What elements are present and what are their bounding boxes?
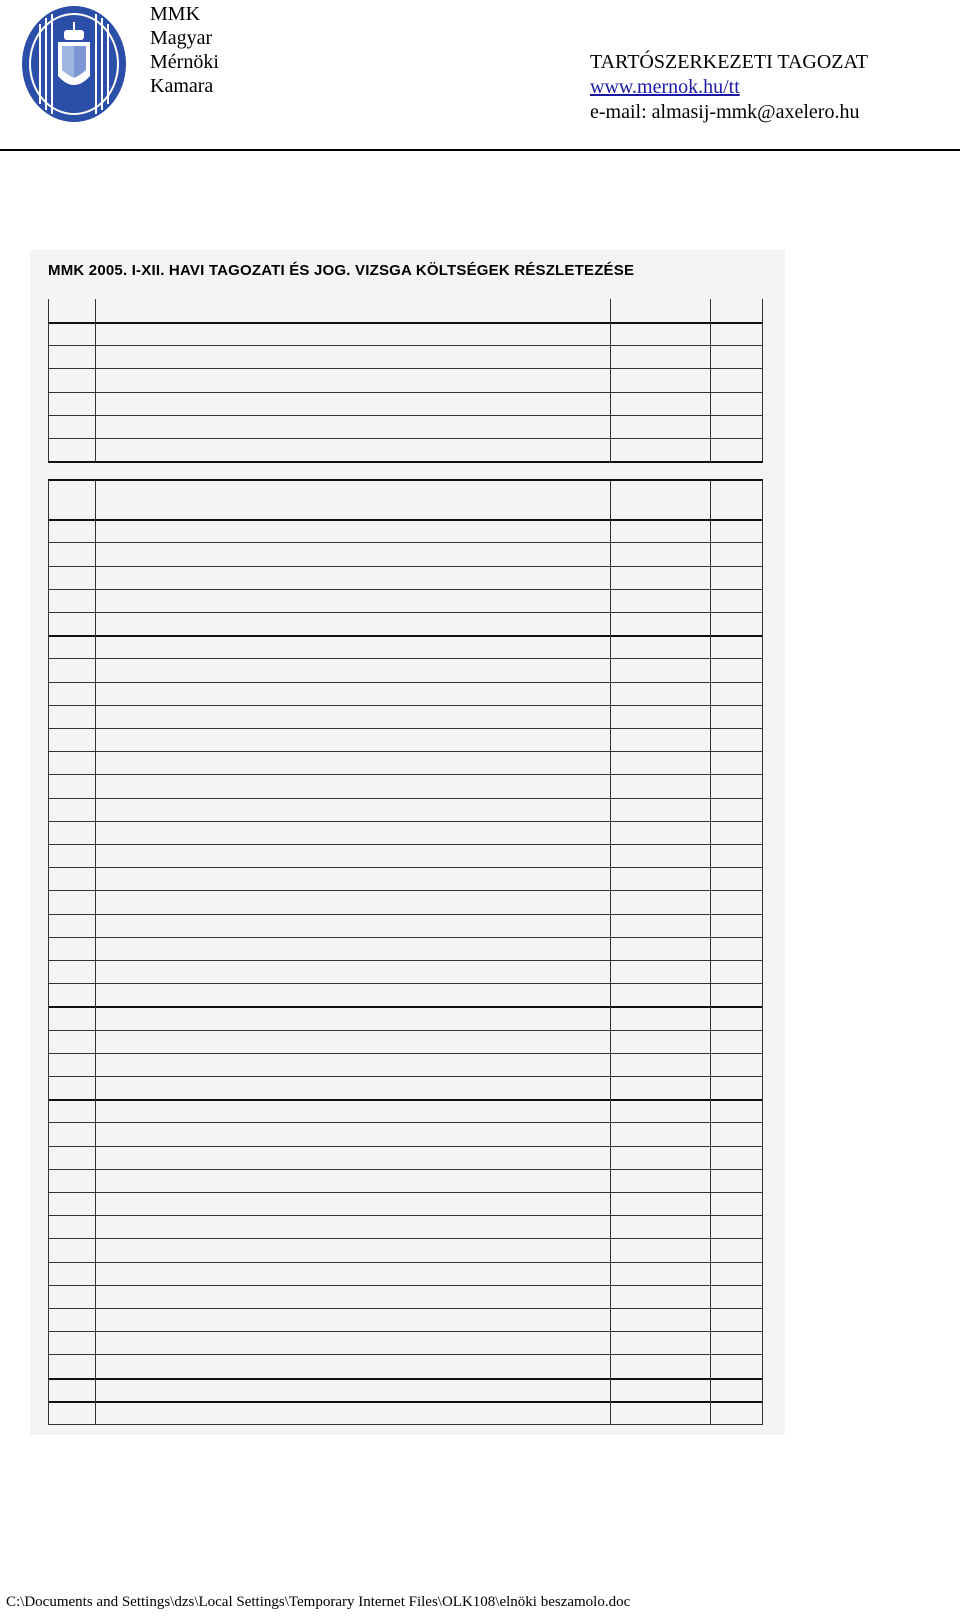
table-row xyxy=(48,1053,763,1077)
table-row xyxy=(48,368,763,392)
row-label xyxy=(100,1354,610,1377)
row-label xyxy=(100,1099,610,1122)
row-number xyxy=(48,960,95,983)
jog-vizsga-value xyxy=(716,589,802,612)
table-vertical-rule xyxy=(710,479,711,1424)
row-label xyxy=(100,438,610,461)
row-label xyxy=(100,1331,610,1354)
table-row xyxy=(48,728,763,752)
jog-vizsga-value xyxy=(716,705,802,728)
row-label xyxy=(100,1169,610,1192)
row-number xyxy=(48,1099,95,1122)
row-number xyxy=(48,1122,95,1145)
jog-vizsga-value xyxy=(716,658,802,681)
table-row xyxy=(48,415,763,439)
row-number xyxy=(48,345,95,368)
row-label xyxy=(100,1215,610,1238)
jog-vizsga-value xyxy=(716,345,802,368)
column-header-jog-vizsga xyxy=(716,299,802,322)
org-line: Kamara xyxy=(150,75,214,97)
table-row xyxy=(48,1378,763,1403)
row-label xyxy=(100,960,610,983)
table-header-row xyxy=(48,479,763,521)
row-label xyxy=(100,867,610,890)
jog-vizsga-value xyxy=(716,392,802,415)
table-row xyxy=(48,1238,763,1262)
table-row xyxy=(48,1192,763,1216)
jog-vizsga-value xyxy=(716,1169,802,1192)
row-number xyxy=(48,682,95,705)
tagozatok-value xyxy=(610,1331,710,1354)
jog-vizsga-value xyxy=(716,322,802,345)
tagozatok-value xyxy=(610,890,710,913)
row-number xyxy=(48,1238,95,1261)
tagozatok-value xyxy=(610,821,710,844)
jog-vizsga-value xyxy=(716,1308,802,1331)
jog-vizsga-value xyxy=(716,438,802,461)
jog-vizsga-value xyxy=(716,890,802,913)
tagozatok-value xyxy=(610,368,710,391)
jog-vizsga-value xyxy=(716,983,802,1006)
row-label xyxy=(100,983,610,1006)
row-number xyxy=(48,1030,95,1053)
jog-vizsga-value xyxy=(716,1262,802,1285)
tagozatok-value xyxy=(610,612,710,635)
table-row xyxy=(48,867,763,891)
table-row xyxy=(48,635,763,659)
jog-vizsga-value xyxy=(716,1331,802,1354)
row-number xyxy=(48,1006,95,1029)
jog-vizsga-value xyxy=(716,566,802,589)
jog-vizsga-value xyxy=(716,1354,802,1377)
tagozatok-value xyxy=(610,682,710,705)
jog-vizsga-value xyxy=(716,682,802,705)
row-label xyxy=(100,658,610,681)
table-row xyxy=(48,705,763,729)
table-row xyxy=(48,682,763,706)
row-number xyxy=(48,658,95,681)
table-header-row xyxy=(48,299,763,324)
tagozatok-value xyxy=(610,798,710,821)
tagozatok-value xyxy=(610,1169,710,1192)
row-label xyxy=(100,1053,610,1076)
table-row xyxy=(48,890,763,914)
table-vertical-rule xyxy=(95,299,96,461)
table-row xyxy=(48,937,763,961)
row-label xyxy=(100,1076,610,1099)
row-number xyxy=(48,983,95,1006)
row-label xyxy=(100,751,610,774)
tagozatok-value xyxy=(610,1378,710,1401)
tagozatok-value xyxy=(610,1053,710,1076)
column-header-jog-vizsga xyxy=(716,479,802,519)
jog-vizsga-value xyxy=(716,774,802,797)
row-label xyxy=(100,1238,610,1261)
row-label xyxy=(100,415,610,438)
table-row xyxy=(48,542,763,566)
row-number xyxy=(48,937,95,960)
jog-vizsga-value xyxy=(716,1053,802,1076)
table-vertical-rule xyxy=(48,479,49,1424)
table-row xyxy=(48,1401,763,1425)
table-vertical-rule xyxy=(48,299,49,461)
row-label xyxy=(100,890,610,913)
row-label xyxy=(100,774,610,797)
table-vertical-rule xyxy=(762,299,763,461)
table-row xyxy=(48,519,763,543)
row-label xyxy=(100,368,610,391)
jog-vizsga-value xyxy=(716,1006,802,1029)
row-number xyxy=(48,890,95,913)
row-label xyxy=(100,635,610,658)
row-label xyxy=(100,612,610,635)
row-label xyxy=(100,589,610,612)
row-label xyxy=(100,798,610,821)
tagozatok-value xyxy=(610,438,710,461)
row-label xyxy=(100,392,610,415)
row-number xyxy=(48,392,95,415)
tagozatok-value xyxy=(610,1099,710,1122)
table-row xyxy=(48,1331,763,1355)
row-number xyxy=(48,438,95,461)
row-label xyxy=(100,728,610,751)
tagozatok-value xyxy=(610,519,710,542)
tagozatok-value xyxy=(610,1262,710,1285)
row-number xyxy=(48,635,95,658)
jog-vizsga-value xyxy=(716,798,802,821)
row-label xyxy=(100,1262,610,1285)
jog-vizsga-value xyxy=(716,1215,802,1238)
table-row xyxy=(48,821,763,845)
tagozatok-value xyxy=(610,1308,710,1331)
row-number xyxy=(48,612,95,635)
tagozatok-value xyxy=(610,658,710,681)
tagozatok-value xyxy=(610,322,710,345)
table-row xyxy=(48,1030,763,1054)
row-label xyxy=(100,1192,610,1215)
row-label xyxy=(100,519,610,542)
jog-vizsga-value xyxy=(716,368,802,391)
jog-vizsga-value xyxy=(716,519,802,542)
tagozatok-value xyxy=(610,914,710,937)
tagozatok-value xyxy=(610,751,710,774)
sheet-title: MMK 2005. I-XII. HAVI TAGOZATI ÉS JOG. VIZSGA KÖLTSÉGEK RÉSZLETEZÉSE xyxy=(48,262,635,279)
row-number xyxy=(48,589,95,612)
jog-vizsga-value xyxy=(716,728,802,751)
jog-vizsga-value xyxy=(716,612,802,635)
jog-vizsga-value xyxy=(716,1238,802,1261)
table-row xyxy=(48,1146,763,1170)
jog-vizsga-value xyxy=(716,751,802,774)
row-number xyxy=(48,1053,95,1076)
table-row xyxy=(48,1354,763,1379)
tagozatok-value xyxy=(610,1215,710,1238)
table-vertical-rule xyxy=(710,299,711,461)
website-link[interactable]: www.mernok.hu/tt xyxy=(590,76,740,98)
row-number xyxy=(48,1308,95,1331)
jog-vizsga-value xyxy=(716,937,802,960)
table-row xyxy=(48,983,763,1008)
row-label xyxy=(100,937,610,960)
row-label xyxy=(100,914,610,937)
row-label xyxy=(100,1030,610,1053)
jog-vizsga-value xyxy=(716,1285,802,1308)
tagozatok-value xyxy=(610,1238,710,1261)
row-number xyxy=(48,751,95,774)
tagozatok-value xyxy=(610,960,710,983)
chamber-logo xyxy=(20,4,128,124)
table-top-border xyxy=(48,479,763,481)
row-label xyxy=(100,542,610,565)
row-number xyxy=(48,914,95,937)
table-row xyxy=(48,914,763,938)
row-number xyxy=(48,1378,95,1401)
row-number xyxy=(48,821,95,844)
row-label xyxy=(100,566,610,589)
header-rule xyxy=(0,149,960,151)
table-row xyxy=(48,751,763,775)
row-label xyxy=(100,1122,610,1145)
row-label xyxy=(100,1378,610,1401)
tagozatok-value xyxy=(610,566,710,589)
row-label xyxy=(100,844,610,867)
org-line: MMK xyxy=(150,3,201,25)
row-number xyxy=(48,1146,95,1169)
tagozatok-value xyxy=(610,1146,710,1169)
row-number xyxy=(48,1331,95,1354)
row-number xyxy=(48,1262,95,1285)
tagozatok-value xyxy=(610,705,710,728)
table-vertical-rule xyxy=(610,479,611,1424)
tagozatok-value xyxy=(610,983,710,1006)
row-number xyxy=(48,542,95,565)
table-row xyxy=(48,774,763,798)
section-header-label xyxy=(100,479,610,519)
tagozatok-value xyxy=(610,1192,710,1215)
org-line: Magyar xyxy=(150,27,213,49)
row-label xyxy=(100,682,610,705)
tagozatok-value xyxy=(610,415,710,438)
row-number xyxy=(48,774,95,797)
jog-vizsga-value xyxy=(716,1076,802,1099)
row-number xyxy=(48,705,95,728)
tagozatok-value xyxy=(610,392,710,415)
table-row xyxy=(48,566,763,590)
row-number xyxy=(48,322,95,345)
tagozatok-value xyxy=(610,1030,710,1053)
tagozatok-value xyxy=(610,844,710,867)
row-number xyxy=(48,867,95,890)
jog-vizsga-value xyxy=(716,867,802,890)
tagozatok-value xyxy=(610,728,710,751)
tagozatok-value xyxy=(610,542,710,565)
row-label xyxy=(100,345,610,368)
tagozatok-value xyxy=(610,1006,710,1029)
column-header-tagozatok xyxy=(610,479,710,519)
tagozatok-value xyxy=(610,635,710,658)
row-label xyxy=(100,705,610,728)
table-row xyxy=(48,1215,763,1239)
jog-vizsga-value xyxy=(716,1192,802,1215)
organization-name xyxy=(150,2,219,98)
row-label xyxy=(100,1401,610,1424)
table-row xyxy=(48,438,763,463)
row-label xyxy=(100,1308,610,1331)
table-row xyxy=(48,1169,763,1193)
row-label xyxy=(100,821,610,844)
column-header-tagozatok xyxy=(610,299,710,322)
jog-vizsga-value xyxy=(716,542,802,565)
row-label xyxy=(100,1285,610,1308)
jog-vizsga-value xyxy=(716,1146,802,1169)
table-row xyxy=(48,589,763,613)
tagozatok-value xyxy=(610,1285,710,1308)
jog-vizsga-value xyxy=(716,635,802,658)
table-vertical-rule xyxy=(610,299,611,461)
email-address: e-mail: almasij-mmk@axelero.hu xyxy=(590,101,860,123)
org-line: Mérnöki xyxy=(150,51,219,73)
table-row xyxy=(48,1285,763,1309)
table-row xyxy=(48,960,763,984)
table-vertical-rule xyxy=(95,479,96,1424)
row-number xyxy=(48,1285,95,1308)
table-row xyxy=(48,345,763,369)
tagozatok-value xyxy=(610,1076,710,1099)
row-label xyxy=(100,1146,610,1169)
jog-vizsga-value xyxy=(716,1099,802,1122)
tagozatok-value xyxy=(610,1401,710,1424)
tagozatok-value xyxy=(610,774,710,797)
row-number xyxy=(48,1215,95,1238)
tagozatok-value xyxy=(610,589,710,612)
table-row xyxy=(48,612,763,637)
jog-vizsga-value xyxy=(716,415,802,438)
row-number xyxy=(48,728,95,751)
row-number xyxy=(48,1354,95,1377)
jog-vizsga-value xyxy=(716,1401,802,1424)
tagozatok-value xyxy=(610,345,710,368)
jog-vizsga-value xyxy=(716,1378,802,1401)
row-number xyxy=(48,844,95,867)
jog-vizsga-value xyxy=(716,844,802,867)
document-path: C:\Documents and Settings\dzs\Local Settings\Temporary Internet Files\OLK108\elnöki beszamolo.doc xyxy=(6,1594,631,1610)
row-label xyxy=(100,322,610,345)
tagozatok-value xyxy=(610,937,710,960)
department-block xyxy=(590,50,868,125)
table-row xyxy=(48,658,763,682)
jog-vizsga-value xyxy=(716,960,802,983)
table-row xyxy=(48,1076,763,1101)
section-header-label xyxy=(100,299,610,322)
table-row xyxy=(48,322,763,346)
table-row xyxy=(48,1122,763,1146)
tagozatok-value xyxy=(610,867,710,890)
table-row xyxy=(48,844,763,868)
row-number xyxy=(48,798,95,821)
row-number xyxy=(48,1169,95,1192)
row-number xyxy=(48,1076,95,1099)
table-row xyxy=(48,1099,763,1123)
table-row xyxy=(48,392,763,416)
table-row xyxy=(48,1006,763,1030)
row-label xyxy=(100,1006,610,1029)
tagozatok-value xyxy=(610,1122,710,1145)
row-number xyxy=(48,415,95,438)
tagozatok-value xyxy=(610,1354,710,1377)
row-number xyxy=(48,519,95,542)
table-row xyxy=(48,1262,763,1286)
table-row xyxy=(48,798,763,822)
jog-vizsga-value xyxy=(716,1122,802,1145)
row-number xyxy=(48,566,95,589)
table-vertical-rule xyxy=(762,479,763,1424)
jog-vizsga-value xyxy=(716,914,802,937)
row-number xyxy=(48,1192,95,1215)
jog-vizsga-value xyxy=(716,821,802,844)
table-row xyxy=(48,1308,763,1332)
row-number xyxy=(48,1401,95,1424)
jog-vizsga-value xyxy=(716,1030,802,1053)
row-number xyxy=(48,368,95,391)
department-name: TARTÓSZERKEZETI TAGOZAT xyxy=(590,51,868,73)
